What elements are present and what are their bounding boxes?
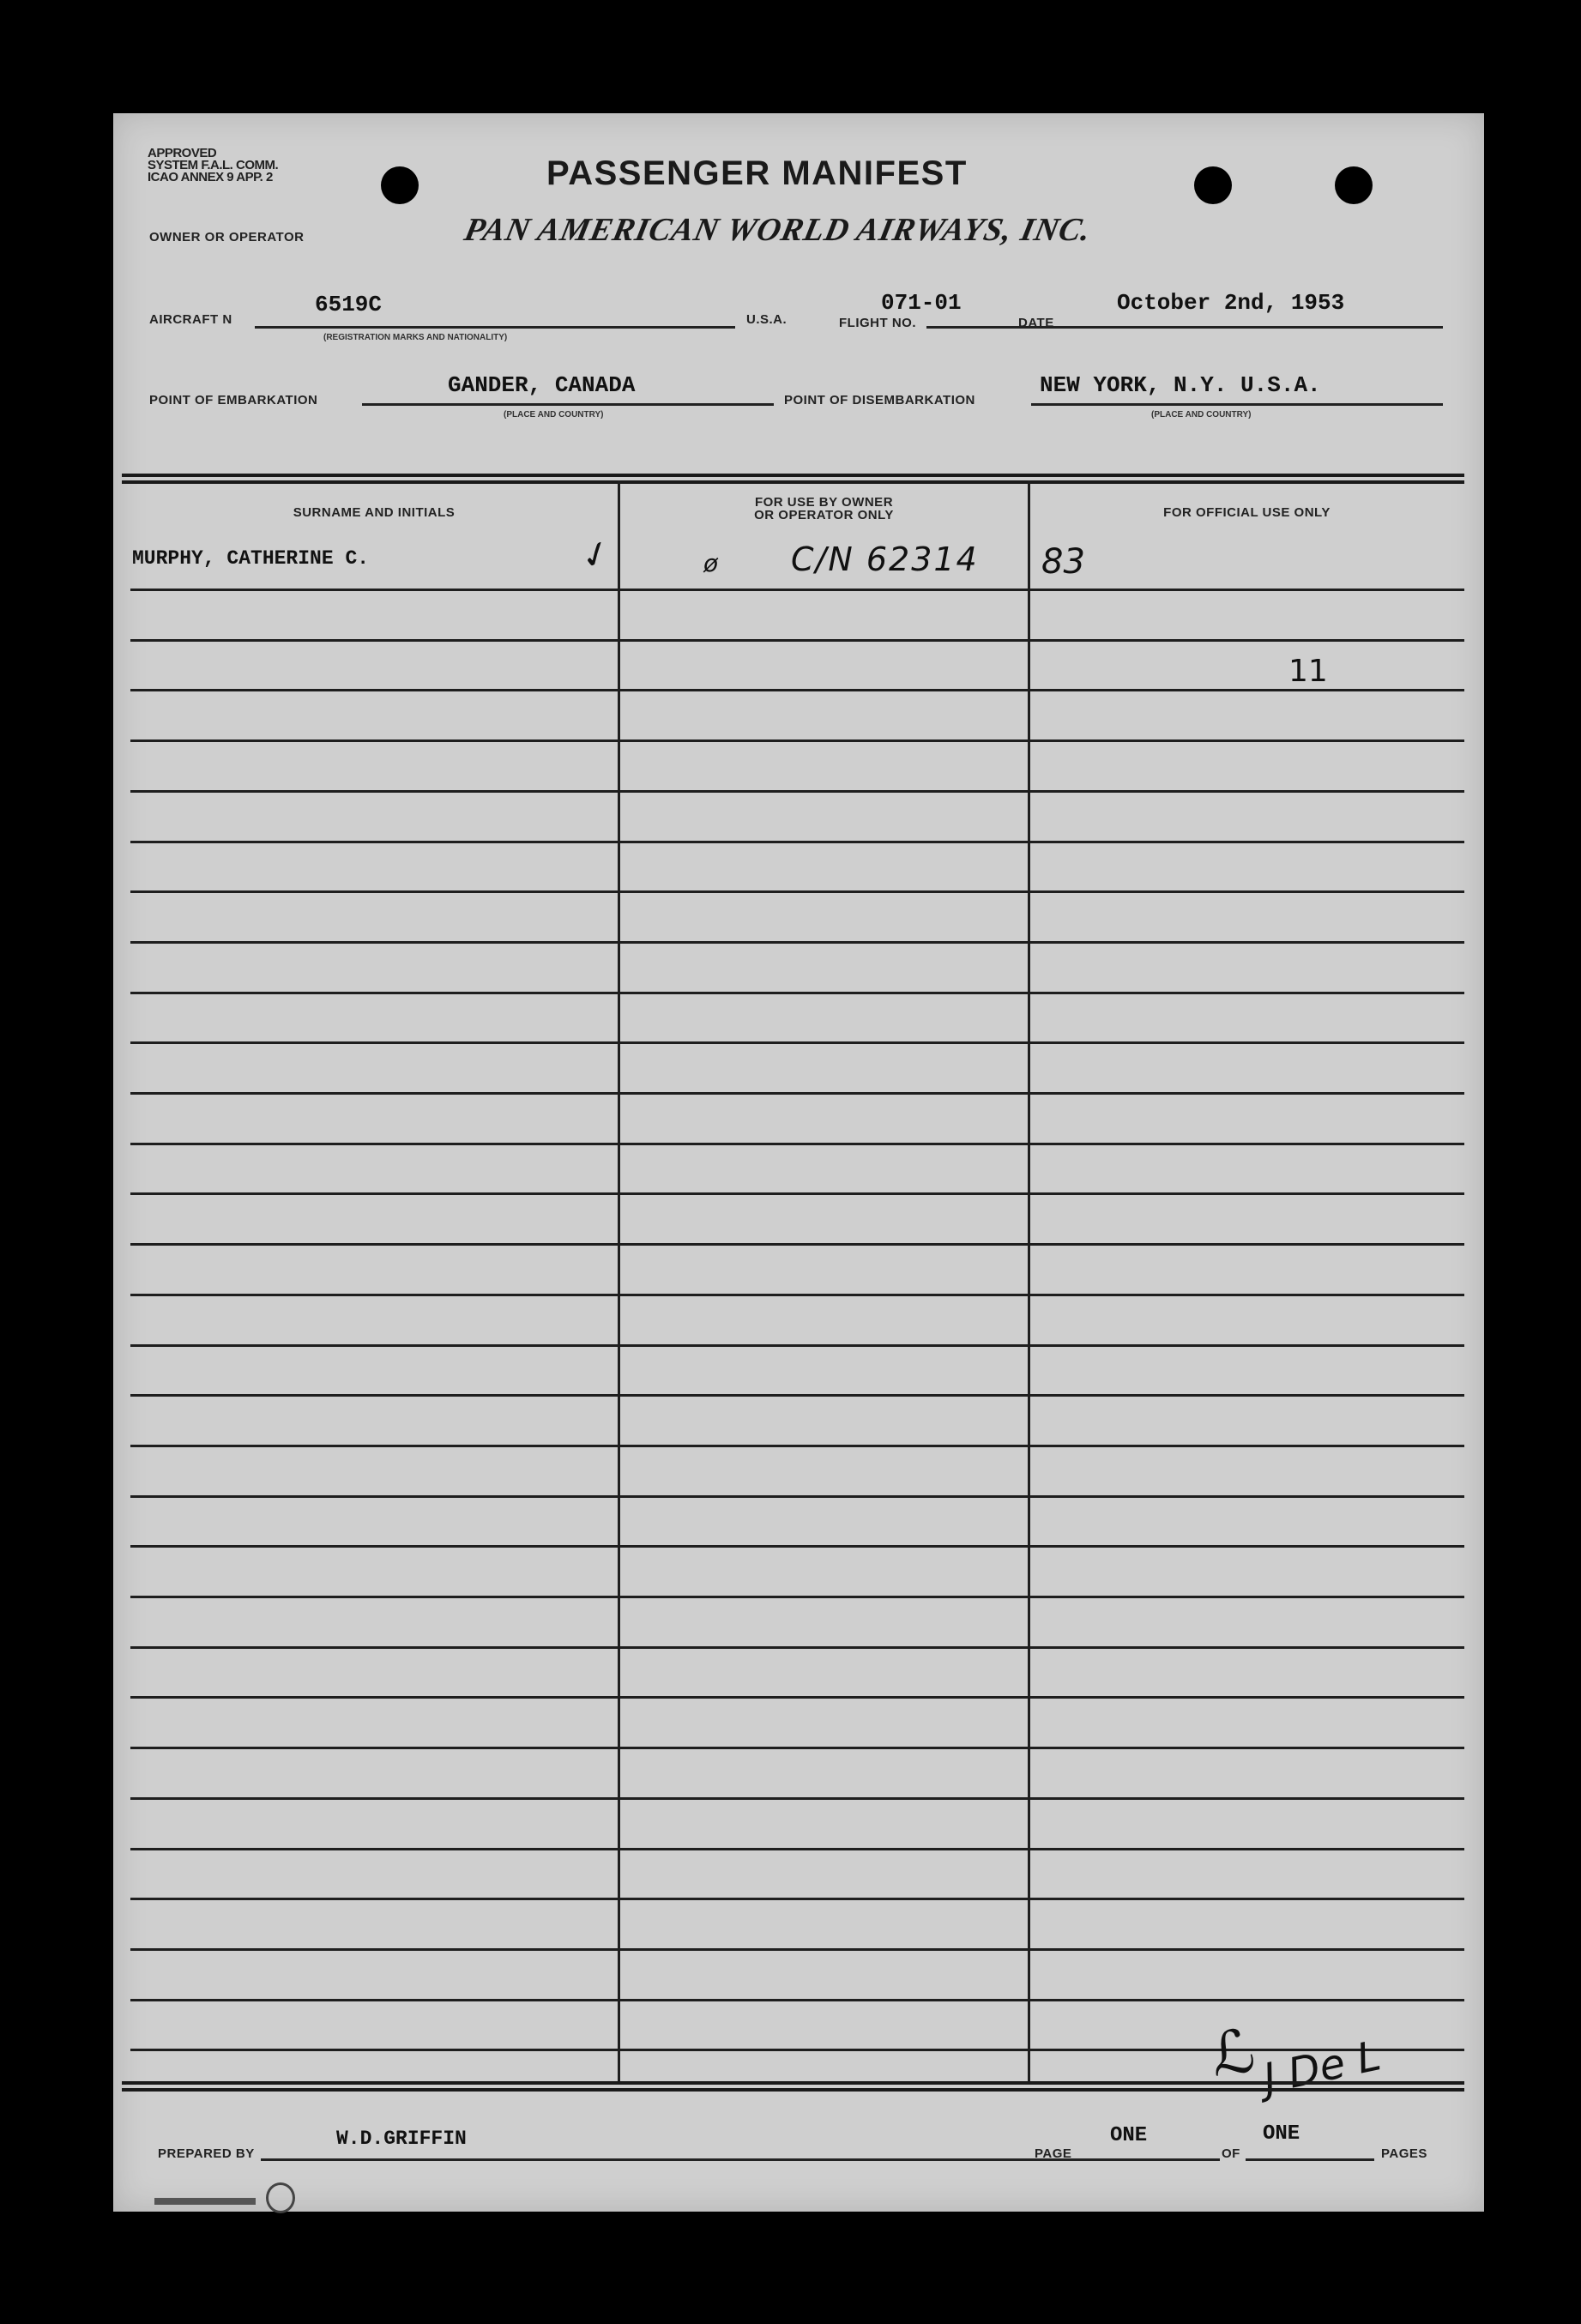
pages-label: PAGES	[1381, 2146, 1427, 2161]
prepared-by-value: W.D.GRIFFIN	[336, 2128, 467, 2150]
disembarkation-value: NEW YORK, N.Y. U.S.A.	[1040, 372, 1321, 398]
disembarkation-sublabel: (PLACE AND COUNTRY)	[1151, 410, 1252, 420]
aircraft-underline	[255, 326, 735, 329]
row-rule	[130, 1445, 1464, 1447]
row-rule	[130, 1294, 1464, 1296]
table-top-rule	[122, 480, 1464, 484]
row-rule	[130, 1495, 1464, 1498]
row-rule	[130, 1999, 1464, 2001]
embarkation-label: POINT OF EMBARKATION	[149, 393, 318, 407]
disembarkation-underline	[1031, 403, 1443, 406]
table-top-rule	[122, 474, 1464, 477]
flight-label: FLIGHT NO.	[839, 316, 916, 330]
table-bottom-rule	[122, 2088, 1464, 2092]
of-label: OF	[1222, 2146, 1240, 2161]
row-rule	[130, 639, 1464, 642]
date-label: DATE	[1018, 316, 1054, 330]
row-rule	[130, 689, 1464, 691]
column-header-owner-use: FOR USE BY OWNER OR OPERATOR ONLY	[754, 495, 894, 522]
punch-hole	[381, 166, 419, 204]
row-rule	[130, 941, 1464, 944]
official-annotation: 11	[1288, 654, 1328, 689]
row-rule	[130, 589, 1464, 591]
usa-label: U.S.A.	[746, 312, 787, 327]
column-divider	[1028, 480, 1030, 2081]
passenger-owner-use: C/N 62314	[791, 540, 979, 578]
row-rule	[130, 739, 1464, 742]
printer-mark	[154, 2198, 256, 2205]
signature: J De L	[1258, 2031, 1385, 2104]
page-label: PAGE	[1035, 2146, 1072, 2161]
column-header-official-use: FOR OFFICIAL USE ONLY	[1163, 505, 1331, 520]
embarkation-sublabel: (PLACE AND COUNTRY)	[504, 410, 604, 420]
row-rule	[130, 1143, 1464, 1145]
union-label-icon	[266, 2182, 295, 2213]
passenger-surname: MURPHY, CATHERINE C.	[132, 547, 370, 570]
column-divider	[618, 480, 620, 2081]
row-rule	[130, 1797, 1464, 1800]
row-rule	[130, 2049, 1464, 2051]
date-value: October 2nd, 1953	[1117, 290, 1345, 316]
flight-value: 071-01	[881, 290, 962, 316]
row-rule	[130, 1092, 1464, 1095]
table-bottom-rule	[122, 2081, 1464, 2085]
manifest-paper	[113, 113, 1484, 2212]
row-rule	[130, 1696, 1464, 1699]
row-rule	[130, 1898, 1464, 1900]
row-rule	[130, 1948, 1464, 1951]
row-rule	[130, 1192, 1464, 1195]
row-rule	[130, 1646, 1464, 1649]
row-rule	[130, 1394, 1464, 1397]
registration-sublabel: (REGISTRATION MARKS AND NATIONALITY)	[323, 333, 508, 342]
approval-block: APPROVED SYSTEM F.A.L. COMM. ICAO ANNEX 9 APP. 2	[148, 146, 279, 184]
row-rule	[130, 1344, 1464, 1347]
prepared-underline	[261, 2158, 1136, 2161]
punch-hole	[1335, 166, 1373, 204]
of-value: ONE	[1263, 2122, 1300, 2146]
row-rule	[130, 1848, 1464, 1850]
embarkation-underline	[362, 403, 774, 406]
check-mark-icon: ✓	[574, 529, 618, 580]
row-rule	[130, 992, 1464, 994]
row-rule	[130, 1545, 1464, 1548]
disembarkation-label: POINT OF DISEMBARKATION	[784, 393, 975, 407]
page-title: PASSENGER MANIFEST	[546, 154, 968, 192]
aircraft-value: 6519C	[315, 292, 383, 317]
embarkation-value: GANDER, CANADA	[448, 372, 636, 398]
airline-name: PAN AMERICAN WORLD AIRWAYS, INC.	[461, 212, 1095, 248]
row-rule	[130, 790, 1464, 793]
page-value: ONE	[1110, 2124, 1148, 2147]
of-underline	[1246, 2158, 1374, 2161]
punch-hole	[1194, 166, 1232, 204]
prepared-by-label: PREPARED BY	[158, 2146, 255, 2161]
row-rule	[130, 890, 1464, 893]
owner-mark-icon: ø	[703, 549, 719, 577]
row-rule	[130, 1243, 1464, 1246]
row-rule	[130, 1747, 1464, 1749]
aircraft-label: AIRCRAFT N	[149, 312, 232, 327]
row-rule	[130, 841, 1464, 843]
signature-mark: ℒ	[1206, 2014, 1259, 2092]
row-rule	[130, 1596, 1464, 1598]
row-rule	[130, 1041, 1464, 1044]
page-underline	[1074, 2158, 1220, 2161]
passenger-official-use: 83	[1041, 542, 1085, 582]
column-header-surname: SURNAME AND INITIALS	[293, 505, 456, 520]
owner-operator-label: OWNER OR OPERATOR	[149, 230, 305, 244]
date-underline	[1057, 326, 1443, 329]
